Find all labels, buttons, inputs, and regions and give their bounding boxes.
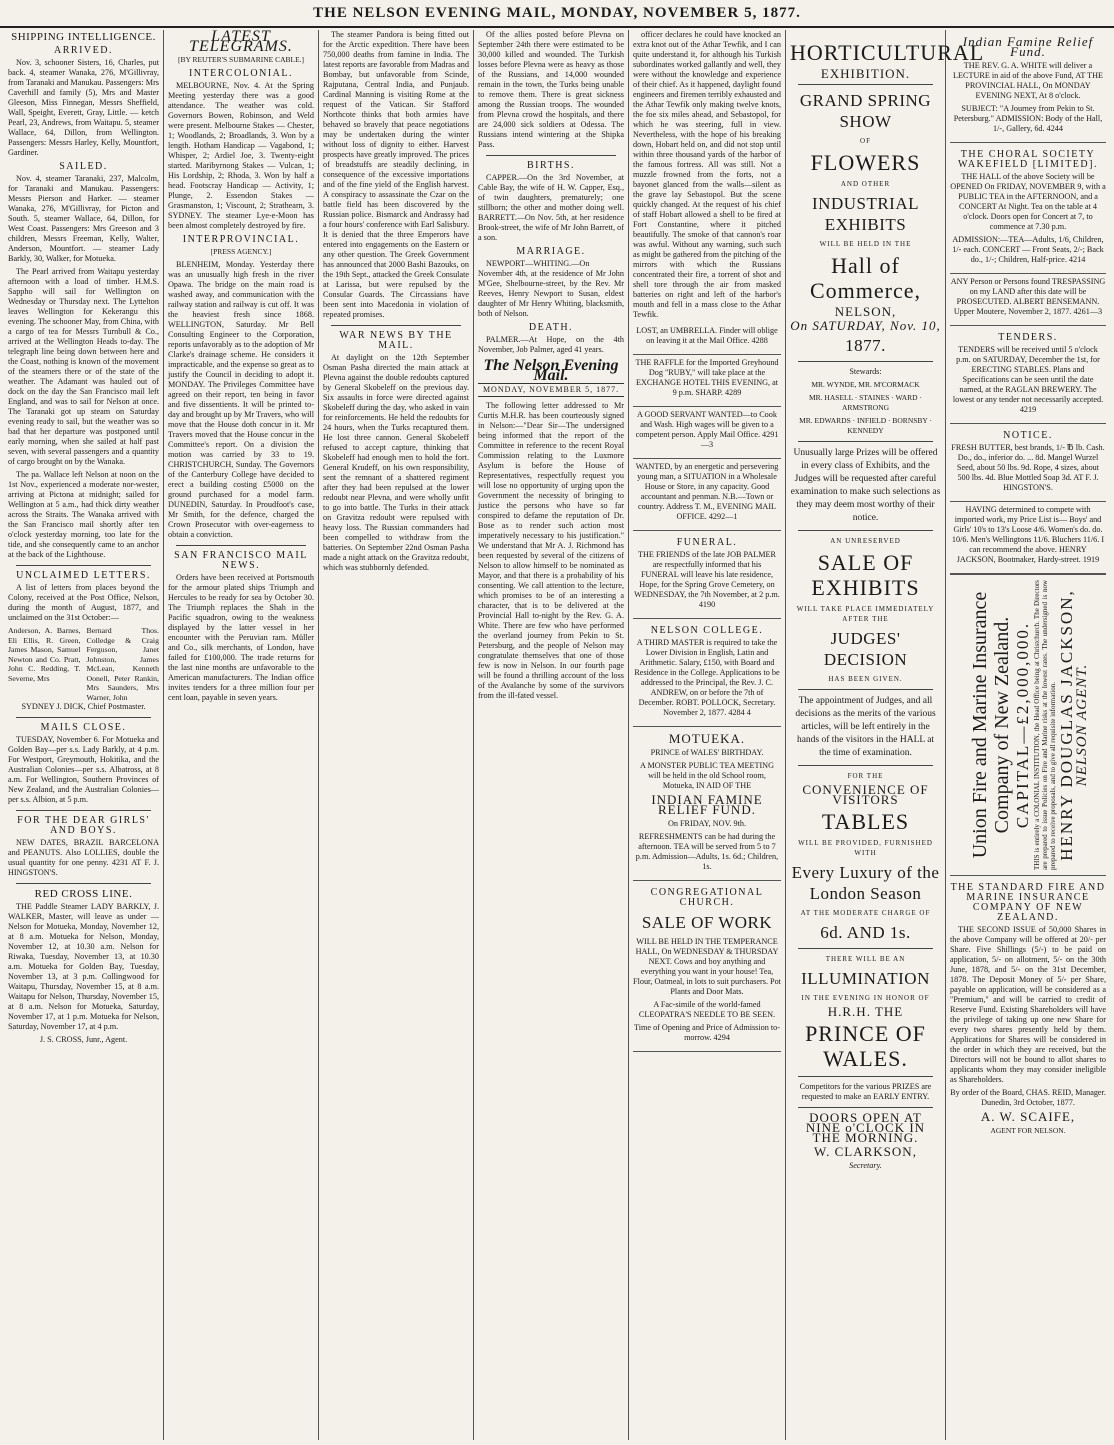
interprovincial-heading: INTERPROVINCIAL. bbox=[182, 234, 300, 245]
column-telegrams bbox=[164, 30, 319, 1440]
paper-title: The Nelson Evening Mail. bbox=[483, 357, 619, 384]
hobart-text: officer declares he could have knocked an extra knot out of the Athar Tewfik, and I can quite understand it, for although his Turkish subordinates worked gallantly and well, they were without the knowledge and experience of their chief. As it happened, daylight found engineers and firemen terribly exhausted and the Athar Tewfik only making twelve knots, the foe six miles ahead, and Sebastopol, for which he was steering, full in view. Nevertheless, with the hope of his breaking down, Hobart held on, and did not stop until within three thousand yards of the harbor of the famous fortress. All was still. Not a muzzle frowned from the forts, not a bayonet glanced from the walls—silent as the grave lay Sebastopol. But the scene quickly changed. At the request of his chief of staff Hobart allowed a shell to be fired at Fort Constantine, where it pitched beautifully. The smoke of that cannon's roar was awful. Without any warning, such such as might be gathered from the pitching of the mirrors with which the Russians concentrated their fire, a torrent of shot and shell tore through the air from masked batteries on right and left of the harbor's mouth and fell in a mass close to the Athar Tewfik. bbox=[633, 30, 781, 319]
tables-title: TABLES bbox=[821, 809, 910, 834]
divider bbox=[798, 948, 933, 949]
nelson-label: NELSON, bbox=[834, 304, 897, 319]
interprovincial-text: BLENHEIM, Monday. Yesterday there was an unusually high fresh in the river Opawa. The bridge on the main road is washed away, and communication with the railway station and railway is cut off. It was the heaviest fresh since 1868. WELLINGTON, Saturday. Mr Bell Consulting Engineer to the Corporation, reports unfavorably as to the adoption of Mr Clarke's drainage scheme. He considers it impracticable, and the expense so great as to justify the Council in deciding to adopt it. MONDAY. The Privileges Committee have agreed on their report, ten being in favor and five dissentients. It will be printed to-day and brought up by Mr Travers, who will move that the House doth concur in it. Mr Travers moved that the House concur in the Committee's report. On a division the motion was carried by 33 to 19. CHRISTCHURCH, Sunday. The Governors of the Canterbury College have decided to erect a building costing £5000 on the ground purchased for a model farm. DUNEDIN, Saturday. In Proudfoot's case, Mr Smith, for the defence, charged the Crown Prosecutor with over-eagerness to obtain a conviction. bbox=[168, 260, 314, 539]
shipping-body: The Pearl arrived from Waitapu yesterday afternoon with a load of timber. H.M.S. Sappho will sail for Wellington on Wednesday or Thursday next. The Lyttelton leaves Wellington for Kekerangu this evening. The schooner May, from China, with a cargo of tea for Messrs Turnbull & Co., arrived at the Wellington Heads to-day. The telegraph line being down between here and the Coast, nothing is known of the movement of the steamers there or of the state of the weather. The Adamant was hauled out of dock on the day the San Francisco mail left England, and was to sail for Nelson at once. The Taranaki got up steam on Saturday evening ready to sail, but the weather was so bad that her departure was postponed until early morning, when she sailed at half past seven, with several passengers and a quantity of cargo brought on by the Wanaka. bbox=[8, 267, 159, 466]
standard-heading: THE STANDARD FIRE AND MARINE INSURANCE COMPANY OF NEW ZEALAND. bbox=[950, 882, 1106, 923]
standard-order: By order of the Board, CHAS. REID, Manager. Dunedin, 3rd October, 1877. bbox=[950, 1088, 1106, 1107]
sailed-heading: SAILED. bbox=[59, 161, 108, 172]
show-date: On SATURDAY, Nov. 10, bbox=[790, 318, 941, 333]
grand-spring-show: GRAND SPRING SHOW bbox=[799, 91, 932, 131]
famine-lecture-heading: Indian Famine Relief Fund. bbox=[962, 34, 1094, 59]
motueka-refresh: REFRESHMENTS can be had during the afternoon. TEA will be served from 5 to 7 p.m. Admission—Adults, 1s. 6d.; Children, 1s. bbox=[635, 832, 779, 871]
clarkson-title: Secretary. bbox=[849, 1161, 882, 1170]
ad-servant bbox=[633, 407, 781, 459]
doors-title: DOORS OPEN AT NINE o'CLOCK IN THE MORNING. bbox=[805, 1110, 926, 1145]
ad-college bbox=[633, 619, 781, 727]
divider bbox=[798, 361, 933, 362]
sale-of-exhibits: SALE OF EXHIBITS bbox=[811, 550, 920, 600]
unclaimed-heading: UNCLAIMED LETTERS. bbox=[16, 570, 151, 581]
unreserved-label: AN UNRESERVED bbox=[830, 537, 901, 545]
unclaimed-list-right: Bernard Thos. Colledge & Craig Ferguson, Janet Johnston, James McLean, Kenneth Oonell, Peter Rankin, Mrs Saunders, Mrs Warner, John bbox=[86, 626, 159, 702]
war-news-heading: WAR NEWS BY THE MAIL. bbox=[339, 330, 453, 351]
redcross-text: THE Paddle Steamer LADY BARKLY, J. WALKER, Master, will leave as under — Nelson for Motueka, Monday, November 12, at 8 a.m. Motueka for Nelson, Monday, November 12, at 10.30 a.m. Nelson for Riwaka, Tuesday, November 13, at 10.30 a.m. Motueka for Golden Bay, Tuesday, November 13, at 3 p.m. Collingwood for Waitapu, Thursday, November 15, at 8 a.m. Waitapu for Nelson, Thursday, November 15, at 8 a.m. Nelson for Motueka, Saturday, November 17, at 1 p.m. Motueka for Nelson, Saturday, November 17, at 4 p.m. bbox=[8, 902, 159, 1031]
shipping-body-2: The pa. Wallace left Nelson at noon on the 1st Nov., experienced a moderate nor-wester, arriving at Pictona at midnight; sailed for Wellington at 5 a.m., had thick dirty weather across the Straits. The Wanaka arrived with the San Francisco mail shortly after ten o'clock yesterday morning, too late for the tide, and she consequently came to an anchor at the back of the Lighthouse. bbox=[8, 470, 159, 559]
ad-congregational bbox=[633, 881, 781, 1052]
exhibition-title: EXHIBITION. bbox=[820, 66, 911, 81]
sale-of-work: SALE OF WORK bbox=[641, 913, 773, 932]
college-text: A THIRD MASTER is required to take the Lower Division in English, Latin and Arithmetic. Salary, £150, with Board and Residence in the College. Applications to be addressed to the Principal, the Rev. J. C. ANDREW, on or before the 7th of December. ROBT. POLLOCK, Secretary. November 2, 1877. 4284 4 bbox=[634, 638, 780, 717]
divider bbox=[176, 545, 306, 546]
there-label: THERE WILL BE AN bbox=[825, 955, 906, 963]
divider bbox=[16, 883, 151, 884]
ad-tenders bbox=[950, 326, 1106, 424]
ad-famine-lecture bbox=[950, 30, 1106, 143]
page-masthead: THE NELSON EVENING MAIL, MONDAY, NOVEMBER 5, 1877. bbox=[0, 0, 1114, 28]
girls-heading: FOR THE DEAR GIRLS' AND BOYS. bbox=[17, 815, 150, 836]
death-heading: DEATH. bbox=[528, 322, 574, 333]
union-capital: CAPITAL—£2,000,000. bbox=[1013, 621, 1032, 829]
arrived-text: Nov. 3, schooner Sisters, 16, Charles, put back. 4, steamer Wanaka, 276, M'Gillivray, from Taranaki and Manukau. Passengers: Mrs Caverhill and family (5), Mrs and Master Gleeson, Miss Finnegan, Messrs Sheffield, Wall, Speight, Everett, Gray, Little. — ketch Pearl, 23, Andrews, from Waitapu. 5, steamer Wallace, 64, Dillon, from Wellington. Passengers: Messrs Harley, Kelly, Mountfort, Gardiner. bbox=[8, 58, 159, 157]
shipping-title: SHIPPING INTELLIGENCE. bbox=[11, 31, 156, 43]
union-title-2: Company of New Zealand. bbox=[991, 616, 1013, 834]
opening-text: Time of Opening and Price of Admission to-morrow. 4294 bbox=[634, 1023, 780, 1042]
telegrams-byline: [BY REUTER'S SUBMARINE CABLE.] bbox=[177, 55, 305, 64]
union-agent: NELSON AGENT. bbox=[1074, 663, 1090, 787]
column-notices bbox=[629, 30, 786, 1440]
take-place-label: WILL TAKE PLACE IMMEDIATELY AFTER THE bbox=[796, 605, 935, 623]
flowers-title: FLOWERS bbox=[810, 150, 921, 175]
unclaimed-list-left: Anderson, A. Barnes, Eli Ellis, R. Green, James Mason, Samuel Newton and Co. Pratt, John C. Redding, T. Severne, Mrs bbox=[8, 626, 81, 683]
famine-lecture-subject: SUBJECT: "A Journey from Pekin to St. Petersburg." ADMISSION: Body of the Hall, 1/-, Gallery, 6d. 4244 bbox=[953, 104, 1103, 133]
scaife-name: A. W. SCAIFE, bbox=[980, 1109, 1076, 1124]
ad-raffle-text: THE RAFFLE for the Imported Greyhound Dog "RUBY," will take place at the EXCHANGE HOTEL THIS EVENING, at 9 p.m. SHARP. 4289 bbox=[635, 358, 779, 397]
famine-lecture-text: THE REV. G. A. WHITE will deliver a LECTURE in aid of the above Fund, AT THE PROVINCIAL HALL, On MONDAY EVENING NEXT, At 8 o'clock. bbox=[952, 61, 1103, 100]
clarkson-name: W. CLARKSON, bbox=[814, 1144, 917, 1159]
notice-heading: NOTICE. bbox=[1003, 430, 1053, 441]
funeral-text: THE FRIENDS of the late JOB PALMER are respectfully informed that his FUNERAL will leave his late residence, Hope, for the Spring Grove Cemetery, on WEDNESDAY, the 7th November, at 2 p.m. 4190 bbox=[634, 550, 780, 609]
paper-dateline: MONDAY, NOVEMBER 5, 1877. bbox=[478, 383, 624, 397]
divider bbox=[331, 325, 461, 326]
girls-text: NEW DATES, BRAZIL BARCELONA and PEANUTS. Also LOLLIES, double the usual quantity for one penny. 4231 AT F. J. HINGSTON'S. bbox=[8, 838, 159, 877]
union-text: THIS is entirely a COLONIAL INSTITUTION, the Head Office being at Christchurch. The Directors are prepared to issue Policies on Fire and Marine risks at the lowest rates. The undersigned is now prepared to receive proposals, and to give all requisite information. bbox=[1033, 580, 1057, 870]
union-jackson: HENRY DOUGLAS JACKSON, bbox=[1057, 589, 1076, 861]
unclaimed-list bbox=[8, 626, 159, 702]
intercolonial-text: MELBOURNE, Nov. 4. At the Spring Meeting yesterday there was a good attendance. The weather was cold. Governors Bowen, Robinson, and Weld were present. Melbourne Stakes — Chester, 1; Woodlands, 2; Broadlands, 3. Won by a length. Hotham Handicap — Vagabond, 1; Whisper, 2; Ardiel Joe, 3. Twenty-eight started. Maribyrnong Stakes — Vulcan, 1; His Lordship, 2; Rhoda, 3. Won by half a head. Footscray Handicap — Activity, 1; Plunge, 2. Essendon Stakes — Grasmanston, 1; Viscount, 2; Strathearn, 3. SYDNEY. The steamer Lye-e-Moon has been almost completely destroyed by fire. bbox=[168, 81, 314, 230]
tenders-heading: TENDERS. bbox=[998, 332, 1058, 343]
union-title-1: Union Fire and Marine Insurance bbox=[969, 591, 991, 859]
column-shipping bbox=[4, 30, 164, 1440]
divider bbox=[798, 530, 933, 531]
charge-label: AT THE MODERATE CHARGE OF bbox=[800, 909, 931, 917]
mails-text: TUESDAY, November 6. For Motueka and Golden Bay—per s.s. Lady Barkly, at 4 p.m. For Westport, Greymouth, Hokitika, and the Australian Colonies—per s.s. Albatross, at 8 a.m. For Wellington, Southern Provinces of New Zealand, and the Australian Colonies—per s.s. Albion, at 5 p.m. bbox=[8, 735, 159, 804]
ad-union-insurance bbox=[950, 574, 1106, 876]
choral-heading: THE CHORAL SOCIETY WAKEFIELD [LIMITED]. bbox=[958, 149, 1098, 170]
industrial-exhibits: INDUSTRIAL EXHIBITS bbox=[812, 194, 919, 234]
plevna-text: Of the allies posted before Plevna on September 24th there were estimated to be 30,000 killed and wounded. The Turkish losses before Plevna were as heavy as those of the Russians, and 14,000 wounded remain in the town, the Turks being unable to remove them. There is great sickness among the Russian troops. The wounded from Plevna crowd the hospitals, and there are 24,000 sick soldiers at Odessa. The Russians intend wintering at the Shipka Pass. bbox=[478, 30, 624, 149]
boots-text: HAVING determined to compete with imported work, my Price List is— Boys' and Girls' 10's to 13's Loose 4/6. Women's do. do. 10/6. Men's Wellingtons 11/6. Bluchers 11/6. I can recommend the above. HENRY JACKSON, Bootmaker, Hardy-street. 1919 bbox=[951, 505, 1105, 564]
church-heading: CONGREGATIONAL CHURCH. bbox=[650, 887, 764, 908]
held-label: WILL BE HELD IN THE bbox=[819, 240, 912, 248]
motueka-heading: MOTUEKA. bbox=[668, 731, 746, 746]
show-year: 1877. bbox=[845, 336, 886, 355]
luxury-title: Every Luxury of the London Season bbox=[791, 863, 940, 903]
ad-choral-society bbox=[950, 143, 1106, 274]
ad-wanted-text: WANTED, by an energetic and persevering young man, a SITUATION in a Wholesale House or Store, in any capacity. Good accountant and penman. N.B.—Town or country. Address T. M., EVENING MAIL OFFICE. 4292—1 bbox=[635, 462, 779, 521]
appointment-text: The appointment of Judges, and all decisions as the merits of the various articles, will be left entirely in the hands of the visitors in the HALL at the time of examination. bbox=[795, 696, 936, 758]
tenders-text: TENDERS will be received until 5 o'clock p.m. on SATURDAY, December the 1st, for ERECTING STABLES. Plans and Specifications can be seen until the date named, at the RAGLAN BREWERY. The lowest or any tender not necessarily accepted. 4219 bbox=[952, 345, 1104, 414]
death-text: PALMER.—At Hope, on the 4th November, Job Palmer, aged 41 years. bbox=[478, 335, 624, 354]
honor-label: IN THE EVENING IN HONOR OF bbox=[801, 994, 930, 1002]
editorial-text: The following letter addressed to Mr Curtis M.H.R. has been courteously signed in Nelson:—"Dear Sir—The undersigned being informed that the report of the Committee in reference to the recent Royal Commission relating to the Luxmore Asylum is before the House of Representatives, respectfully request you will lose no opportunity of urging upon the Government the necessity of bringing to justice the persons who have so far conspired to defame the reputation of Dr. Bose as to render such action most imperatively necessary to his justification." We understand that Mr A. J. Richmond has been requested by several of the citizens of Nelson to allow himself to be nominated as Mayor, and that there is a probability of his consenting. We call attention to the lecture, which promises to be of an interesting a character, that is to be delivered at the Provincial Hall to-night by the Rev. G. A. White. There are few who have performed the overland journey from Pekin to St. Petersburg, and the people of Nelson may congratulate themselves that one of those few is now in Nelson. In our fourth page will be found a thrilling account of the loss of the Avalanche by some of the survivors from the ill-fated vessel. bbox=[478, 401, 624, 700]
and-other-label: AND OTHER bbox=[840, 180, 891, 188]
ad-motueka bbox=[633, 727, 781, 881]
ad-notice bbox=[950, 424, 1106, 502]
divider bbox=[798, 84, 933, 85]
for-the-label: FOR THE bbox=[847, 772, 884, 780]
stewards-left: MR. HASELL · STAINES · WARD · ARMSTRONG bbox=[809, 393, 922, 412]
price-title: 6d. AND 1s. bbox=[820, 923, 911, 942]
scaife-sub: AGENT FOR NELSON. bbox=[990, 1126, 1066, 1135]
columns bbox=[4, 30, 1110, 1440]
choral-admission: ADMISSION:—TEA—Adults, 1/6, Children, 1/- each. CONCERT — Front Seats, 2/-; Back do., 1/-; Children, Half-price. 4214 bbox=[952, 235, 1104, 264]
ad-raffle bbox=[633, 355, 781, 407]
ad-wanted bbox=[633, 459, 781, 531]
column-editorial bbox=[474, 30, 629, 1440]
stewards-centre: MR. WYNDE, MR. M'CORMACK bbox=[811, 380, 920, 389]
sale-text: WILL BE HELD IN THE TEMPERANCE HALL, On WEDNESDAY & THURSDAY NEXT. Cows and boy anything and everything you want in your house! Tea, Flour, Oatmeal, in lots to suit purchasers. Pot Plants and Door Mats. bbox=[633, 937, 781, 996]
divider bbox=[486, 155, 616, 156]
mails-heading: MAILS CLOSE. bbox=[40, 722, 127, 733]
college-heading: NELSON COLLEGE. bbox=[650, 625, 764, 636]
trespass-text: ANY Person or Persons found TRESPASSING on my LAND after this date will be PROSECUTED. ALBERT BENSEMANN. Upper Moutere, November 2, 1877. 4261—3 bbox=[950, 277, 1106, 316]
marriage-heading: MARRIAGE. bbox=[516, 246, 586, 257]
motueka-date: On FRIDAY, NOV. 9th. bbox=[667, 819, 747, 828]
convenience-title: CONVENIENCE OF VISITORS bbox=[802, 782, 929, 807]
column-advertisements bbox=[946, 30, 1110, 1440]
redcross-heading: RED CROSS LINE. bbox=[34, 888, 133, 900]
cleopatra-text: A Fac-simile of the world-famed CLEOPATRA'S NEEDLE TO BE SEEN. bbox=[638, 1000, 776, 1019]
standard-text: THE SECOND ISSUE of 50,000 Shares in the above Company will be offered at 20/- per Share. Five Shillings (5/-) to be paid on application, 5/- on allotment, 5/- on the 30th June, 1878, and 5/- on the 31st December, 1878. The Deposit Money of 5/- per Share, payable on application, will be considered as a "Premium," and will be carried to credit of Reserve Fund. Existing Shareholders will have the privilege of taking up one new Share for every two shares presently held by them. Applications for Shares will be considered in the order in which they are received, but the Directors will not be bound to allot shares to applicants whom they may consider ineligible as Shareholders. bbox=[950, 925, 1106, 1084]
famine-fund: INDIAN FAMINE RELIEF FUND. bbox=[651, 792, 763, 817]
sailed-text: Nov. 4, steamer Taranaki, 237, Malcolm, for Taranaki and Manukau. Passengers: Messrs Pierson and Harker. — steamer Wanaka, 276, M'Gillivray, for Picton and South. 5, steamer Wallace, 64, Dillon, for West Coast. Passengers: Mrs Greeson and 3 children, Messrs Freeman, Kelly, Walter, Anderson, Mountfort. — steamer Lady Barkly, 30, Walker, for Motueka. bbox=[8, 174, 159, 263]
divider bbox=[798, 1076, 933, 1077]
notice-text: FRESH BUTTER, best brands, 1/- ℔ lb. Cash. Do., do., inferior do. ... 8d. Mangel Wurzel Seed, about 50 lbs. 9d. Rope, 4 sizes, about 500 lbs. 4d. Blue Mottled Soap 3d. AT F. J. HINGSTON'S. bbox=[951, 443, 1105, 492]
union-insurance-rotated bbox=[969, 580, 1090, 870]
illumination-title: ILLUMINATION bbox=[801, 969, 930, 988]
furnished-label: WILL BE PROVIDED, FURNISHED WITH bbox=[798, 839, 933, 857]
births-heading: BIRTHS. bbox=[527, 160, 575, 171]
of-label: OF bbox=[860, 137, 871, 145]
press-agency: [PRESS AGENCY.] bbox=[210, 247, 272, 256]
prizes-text: Unusually large Prizes will be offered in every class of Exhibits, and the Judges will be requested after careful examination to make such selections as they may deem most worthy of their notice. bbox=[790, 448, 941, 523]
motueka-text: A MONSTER PUBLIC TEA MEETING will be held in the old School room, Motueka, IN AID OF THE bbox=[639, 761, 775, 790]
hall-of-commerce: Hall of Commerce, bbox=[809, 253, 922, 303]
stewards-right: MR. EDWARDS · INFIELD · BORNSBY · KENNEDY bbox=[799, 416, 932, 435]
column-news bbox=[319, 30, 474, 1440]
prince-title: PRINCE OF WALES. bbox=[805, 1021, 926, 1071]
telegrams-title: LATEST TELEGRAMS. bbox=[189, 28, 293, 55]
choral-text: THE HALL of the above Society will be OPENED On FRIDAY, NOVEMBER 9, with a PUBLIC TEA in the AFTERNOON, and a CONCERT At Night. Tea on the table at 4 o'clock. Doors open for Concert at 7, to commence at 7.30 p.m. bbox=[950, 172, 1106, 231]
sf-mail-text: Orders have been received at Portsmouth for the armour plated ships Triumph and Hercules to be ready for sea by October 30. The Triumph replaces the Shah in the Pacific squadron, owing to the weakness displayed by the latter vessel in her encounter with the Peruvian ram. Müller and Co., silk merchants, of London, have failed for £100,000. The trade returns for the last nine months are unfavorable to the American manufacturers. The Indian office invites tenders for a three million four per cent loan, payable in seven years. bbox=[168, 573, 314, 702]
ad-standard-insurance bbox=[950, 876, 1106, 1144]
postmaster-signature: SYDNEY J. DICK, Chief Postmaster. bbox=[21, 702, 146, 711]
ad-lost-umbrella bbox=[633, 323, 781, 355]
war-news-text: At daylight on the 12th September Osman Pasha directed the main attack at Plevna against the double redoubts captured by General Skobeleff on the previous day. Six assaults in force were directed against Skobeleff during the day, who asked in vain for reinforcements. He held the redoubts for 24 hours, when the Turks recaptured them. He lost three cannon. General Skobeleff refused to accept capture, thinking that Skobeleff had enough men to hold the fort. General Krudeff, on his own responsibility, sent the remnant of a shattered regiment after they had been repulsed at the lower redoubt near Plevna, and were wholly unfit to go into battle. The Turks in their attack on Gravitza redoubt were repulsed with heavy loss. The Russian commanders had been compelled to withdraw from the batteries. On September 22nd Osman Pasha made a night attack on the Gravitza redoubt, which was stubbornly defended. bbox=[323, 353, 469, 572]
divider bbox=[16, 717, 151, 718]
motueka-sub: PRINCE of WALES' BIRTHDAY. bbox=[650, 748, 764, 757]
divider bbox=[798, 441, 933, 442]
given-label: HAS BEEN GIVEN. bbox=[828, 675, 903, 683]
unclaimed-intro: A list of letters from places beyond the Colony, received at the Post Office, Nelson, during the month of August, 1877, and unclaimed on the 31st October:— bbox=[8, 583, 159, 622]
cable-news-text: The steamer Pandora is being fitted out for the Arctic expedition. There have been 750,000 deaths from famine in India. The latest reports are favorable from Madras and Bombay, but unfavorable from Scinde, Rajputana, Central India, and Punjaub. Cardinal Manning is visiting Rome at the request of the Vatican. Sir Stafford Northcote thinks that both armies have behaved so bravely that peace negotiations may be undertaken during the winter without loss of dignity to either. Harvest prospects have greatly improved. The prices of breadstuffs are steadily declining, in consequence of the excessive importations and of the fine yield of the English harvest. A conspiracy to assassinate the Czar on the battle field has been discovered by the Russian police. Bismarck and Andrassy had a four hours' conference with Earl Salisbury. It is denied that the three Emperors have entered into engagements on the Eastern or any other question. The Greek Government has announced that 2000 Bashi Bazouks, on the 19th Sept., attacked the Greek Consulate at Larissa, but were repulsed by the Consular Guards. The Circassians have been sent into Macedonia in violation of repeated promises. bbox=[323, 30, 469, 319]
divider bbox=[798, 765, 933, 766]
divider bbox=[16, 565, 151, 566]
births-text: CAPPER.—On the 3rd November, at Cable Bay, the wife of H. W. Capper, Esq., of twin daughters, prematurely; one stillborn; the other and mother doing well. BARRETT.—On Nov. 5th, at her residence Brook-street, the wife of Mr John Barrett, of a son. bbox=[478, 173, 624, 242]
divider bbox=[16, 810, 151, 811]
judges-decision: JUDGES' DECISION bbox=[823, 629, 908, 669]
arrived-heading: ARRIVED. bbox=[54, 45, 113, 56]
competitors-text: Competitors for the various PRIZES are requested to make an EARLY ENTRY. bbox=[799, 1082, 932, 1101]
ad-trespass bbox=[950, 274, 1106, 326]
sf-mail-heading: SAN FRANCISCO MAIL NEWS. bbox=[174, 550, 308, 571]
hrh-title: H.R.H. THE bbox=[827, 1004, 904, 1019]
stewards-heading: Stewards: bbox=[849, 367, 882, 376]
divider bbox=[798, 1107, 933, 1108]
funeral-heading: FUNERAL. bbox=[676, 537, 738, 548]
ad-servant-text: A GOOD SERVANT WANTED—to Cook and Wash. High wages will be given to a competent person. Apply Mail Office. 4291—3 bbox=[635, 410, 779, 449]
ad-lost-text: LOST, an UMBRELLA. Finder will oblige on leaving it at the Mail Office. 4288 bbox=[636, 326, 778, 345]
horticultural-title: HORTICULTURAL bbox=[790, 40, 985, 65]
ad-funeral bbox=[633, 531, 781, 619]
ad-boots bbox=[950, 502, 1106, 574]
marriage-text: NEWPORT—WHITING.—On November 4th, at the residence of Mr John M'Gee, Shelbourne-street, by the Rev. Mr Reeves, Henry Newport to Susan, eldest daughter of Mr Henry Whiting, blacksmith, both of Nelson. bbox=[478, 259, 624, 318]
intercolonial-heading: INTERCOLONIAL. bbox=[188, 68, 294, 79]
divider bbox=[798, 689, 933, 690]
redcross-agent: J. S. CROSS, Junr., Agent. bbox=[39, 1035, 128, 1044]
